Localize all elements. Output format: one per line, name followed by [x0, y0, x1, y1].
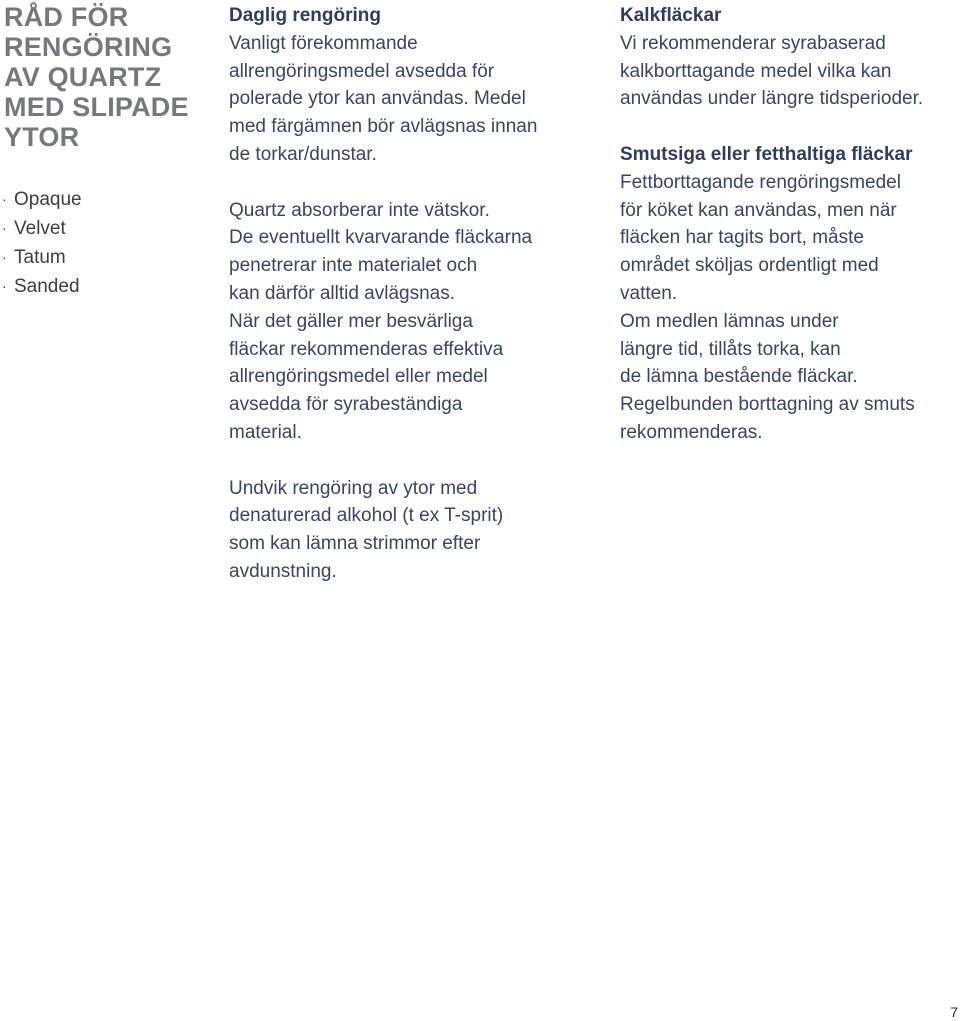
text-line: När det gäller mer besvärliga [229, 310, 473, 332]
text-line: avsedda för syrabeständiga [229, 394, 463, 416]
list-item [2, 272, 82, 301]
page-number: 7 [950, 1004, 958, 1020]
text-line: polerade ytor kan användas. Medel [229, 88, 526, 110]
text-line: de torkar/dunstar. [229, 143, 377, 165]
paragraph-gap [229, 169, 599, 197]
title-line: RÅD FÖR [4, 2, 129, 32]
title-line: RENGÖRING [4, 32, 173, 62]
bullet-icon: · [2, 191, 7, 207]
text-line: allrengöringsmedel avsedda för [229, 60, 495, 82]
text-line: Regelbunden borttagning av smuts [620, 394, 915, 416]
surface-label: Opaque [14, 189, 82, 210]
text-line: Fettborttagande rengöringsmedel [620, 171, 901, 193]
lime-stains-section [620, 2, 960, 113]
text-line: Vanligt förekommande [229, 32, 418, 54]
surface-label: Tatum [14, 247, 66, 268]
text-line: de lämna bestående fläckar. [620, 366, 858, 388]
list-item [2, 243, 82, 272]
text-line: denaturerad alkohol (t ex T-sprit) [229, 505, 504, 527]
text-line: Quartz absorberar inte vätskor. [229, 199, 490, 221]
lime-stains-heading: Kalkfläckar [620, 5, 722, 26]
text-line: området sköljas ordentligt med [620, 255, 879, 277]
paragraph-gap [229, 447, 599, 475]
text-line: längre tid, tillåts torka, kan [620, 338, 841, 360]
text-line: Undvik rengöring av ytor med [229, 477, 478, 499]
text-line: material. [229, 421, 302, 443]
title-line: YTOR [4, 122, 80, 152]
surface-list [2, 185, 82, 301]
text-line: avdunstning. [229, 560, 337, 582]
title-line: AV QUARTZ [4, 62, 162, 92]
text-line: rekommenderas. [620, 421, 763, 443]
bullet-icon: · [2, 249, 7, 265]
text-line: kalkborttagande medel vilka kan [620, 60, 892, 82]
text-line: penetrerar inte materialet och [229, 255, 478, 277]
surface-label: Sanded [14, 276, 80, 297]
list-item [2, 185, 82, 214]
text-line: med färgämnen bör avlägsnas innan [229, 116, 538, 138]
right-column [620, 2, 960, 447]
text-line: Vi rekommenderar syrabaserad [620, 32, 886, 54]
bullet-icon: · [2, 220, 7, 236]
bullet-icon: · [2, 278, 7, 294]
grease-stains-section [620, 141, 960, 447]
paragraph-gap [620, 113, 960, 141]
text-line: kan därför alltid avlägsnas. [229, 282, 456, 304]
text-line: De eventuellt kvarvarande fläckarna [229, 227, 533, 249]
absorption-section [229, 197, 599, 447]
text-line: fläcken har tagits bort, måste [620, 227, 864, 249]
title-line: MED SLIPADE [4, 92, 189, 122]
daily-cleaning-section [229, 2, 599, 169]
text-line: som kan lämna strimmor efter [229, 533, 481, 555]
text-line: vatten. [620, 282, 678, 304]
surface-label: Velvet [14, 218, 66, 239]
text-line: fläckar rekommenderas effektiva [229, 338, 504, 360]
daily-cleaning-heading: Daglig rengöring [229, 5, 381, 26]
text-line: användas under längre tidsperioder. [620, 88, 924, 110]
text-line: för köket kan användas, men när [620, 199, 897, 221]
avoid-alcohol-section [229, 475, 599, 586]
grease-stains-heading: Smutsiga eller fetthaltiga fläckar [620, 143, 913, 165]
list-item [2, 214, 82, 243]
text-line: Om medlen lämnas under [620, 310, 839, 332]
page-title [4, 2, 204, 152]
text-line: allrengöringsmedel eller medel [229, 366, 488, 388]
middle-column [229, 2, 599, 586]
